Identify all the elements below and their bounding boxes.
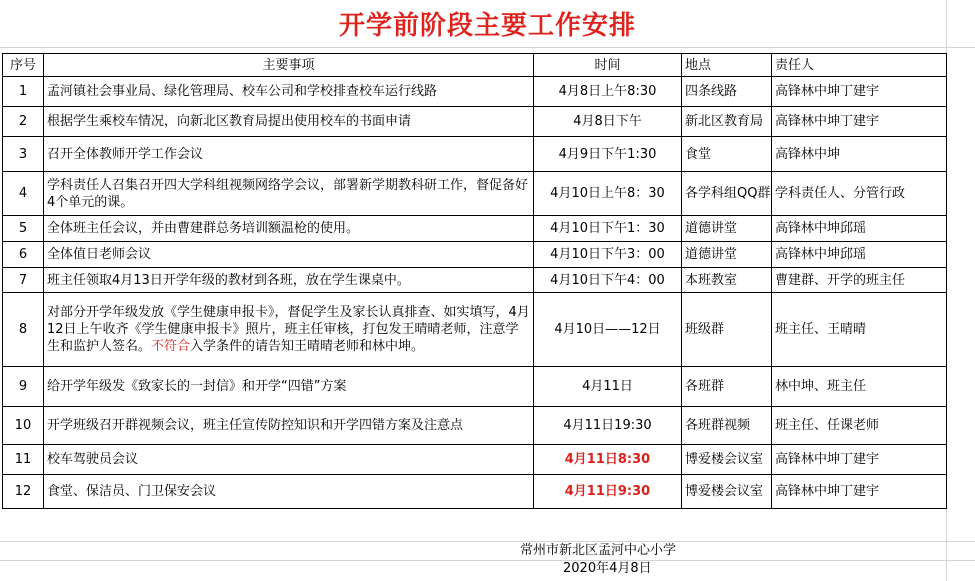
row-task-text: 对部分开学年级发放《学生健康申报卡》，督促学生及家长认真排查、如实填写，4月12日上午收齐《学生健康申报卡》照片，班主任审核，打包发王晴晴老师，注意学生和监护人签名。 (47, 305, 530, 354)
row-index[interactable]: 2 (3, 107, 44, 137)
row-place[interactable]: 道德讲堂 (682, 216, 772, 242)
table-row (3, 293, 947, 367)
schedule-table (2, 53, 947, 509)
row-time[interactable]: 4月11日 (534, 367, 682, 407)
row-index[interactable]: 6 (3, 242, 44, 268)
table-row (3, 77, 947, 107)
row-time[interactable]: 4月10日下午1：30 (534, 216, 682, 242)
header-owner[interactable]: 责任人 (772, 54, 947, 77)
header-task[interactable]: 主要事项 (44, 54, 534, 77)
header-index[interactable]: 序号 (3, 54, 44, 77)
table-row (3, 268, 947, 293)
row-place[interactable]: 食堂 (682, 137, 772, 172)
footer-date: 2020年4月8日 (563, 561, 652, 576)
row-owner[interactable]: 高锋林中坤丁建宇 (772, 445, 947, 475)
row-index[interactable]: 4 (3, 172, 44, 216)
row-owner[interactable]: 高锋林中坤丁建宇 (772, 475, 947, 509)
row-place[interactable]: 班级群 (682, 293, 772, 367)
row-task-text: 入学条件的请告知王晴晴老师和林中坤。 (190, 339, 425, 354)
row-task-highlight: 不符合 (151, 339, 191, 354)
table-row (3, 242, 947, 268)
row-index[interactable]: 11 (3, 445, 44, 475)
row-task[interactable]: 学科责任人召集召开四大学科组视频网络学会议，部署新学期教科研工作，督促备好4个单元的课。 (44, 172, 534, 216)
table-header-row (3, 54, 947, 77)
row-place[interactable]: 各学科组QQ群 (682, 172, 772, 216)
row-index[interactable]: 8 (3, 293, 44, 367)
row-task[interactable]: 根据学生乘校车情况，向新北区教育局提出使用校车的书面申请 (44, 107, 534, 137)
row-owner[interactable]: 林中坤、班主任 (772, 367, 947, 407)
row-place[interactable]: 各班群 (682, 367, 772, 407)
header-place[interactable]: 地点 (682, 54, 772, 77)
row-owner[interactable]: 高锋林中坤 (772, 137, 947, 172)
row-time[interactable]: 4月11日8:30 (534, 445, 682, 475)
row-place[interactable]: 四条线路 (682, 77, 772, 107)
grid-line (0, 47, 975, 48)
row-task[interactable]: 全体值日老师会议 (44, 242, 534, 268)
row-time[interactable]: 4月10日上午8：30 (534, 172, 682, 216)
row-task[interactable]: 开学班级召开群视频会议，班主任宣传防控知识和开学四错方案及注意点 (44, 407, 534, 445)
row-task[interactable]: 校车驾驶员会议 (44, 445, 534, 475)
row-index[interactable]: 7 (3, 268, 44, 293)
row-time[interactable]: 4月10日下午3：00 (534, 242, 682, 268)
table-row (3, 475, 947, 509)
row-place[interactable]: 道德讲堂 (682, 242, 772, 268)
row-place[interactable]: 博爱楼会议室 (682, 475, 772, 509)
row-index[interactable]: 3 (3, 137, 44, 172)
row-place[interactable]: 各班群视频 (682, 407, 772, 445)
row-time[interactable]: 4月10日——12日 (534, 293, 682, 367)
row-task[interactable] (44, 293, 534, 367)
row-owner[interactable]: 高锋林中坤邱瑶 (772, 216, 947, 242)
row-time[interactable]: 4月8日上午8:30 (534, 77, 682, 107)
row-place[interactable]: 本班教室 (682, 268, 772, 293)
row-time[interactable]: 4月11日9:30 (534, 475, 682, 509)
row-index[interactable]: 12 (3, 475, 44, 509)
page-title: 开学前阶段主要工作安排 (338, 11, 636, 41)
row-owner[interactable]: 班主任、王晴晴 (772, 293, 947, 367)
row-owner[interactable]: 高锋林中坤邱瑶 (772, 242, 947, 268)
header-time[interactable]: 时间 (534, 54, 682, 77)
row-time[interactable]: 4月8日下午 (534, 107, 682, 137)
table-row (3, 107, 947, 137)
row-time[interactable]: 4月9日下午1:30 (534, 137, 682, 172)
row-index[interactable]: 9 (3, 367, 44, 407)
row-task[interactable]: 班主任领取4月13日开学年级的教材到各班，放在学生课桌中。 (44, 268, 534, 293)
row-owner[interactable]: 高锋林中坤丁建宇 (772, 77, 947, 107)
row-place[interactable]: 博爱楼会议室 (682, 445, 772, 475)
footer-organization: 常州市新北区孟河中心小学 (520, 543, 677, 558)
row-index[interactable]: 1 (3, 77, 44, 107)
row-task[interactable]: 孟河镇社会事业局、绿化管理局、校车公司和学校排查校车运行线路 (44, 77, 534, 107)
table-row (3, 367, 947, 407)
row-time[interactable]: 4月11日19:30 (534, 407, 682, 445)
row-index[interactable]: 5 (3, 216, 44, 242)
row-task[interactable]: 食堂、保洁员、门卫保安会议 (44, 475, 534, 509)
table-row (3, 137, 947, 172)
grid-line (0, 541, 975, 542)
row-index[interactable]: 10 (3, 407, 44, 445)
row-owner[interactable]: 高锋林中坤丁建宇 (772, 107, 947, 137)
row-task[interactable]: 召开全体教师开学工作会议 (44, 137, 534, 172)
row-owner[interactable]: 学科责任人、分管行政 (772, 172, 947, 216)
row-owner[interactable]: 班主任、任课老师 (772, 407, 947, 445)
row-task[interactable]: 给开学年级发《致家长的一封信》和开学“四错”方案 (44, 367, 534, 407)
row-place[interactable]: 新北区教育局 (682, 107, 772, 137)
row-owner[interactable]: 曹建群、开学的班主任 (772, 268, 947, 293)
table-row (3, 216, 947, 242)
table-row (3, 407, 947, 445)
row-task[interactable]: 全体班主任会议，并由曹建群总务培训额温枪的使用。 (44, 216, 534, 242)
table-row (3, 445, 947, 475)
table-row (3, 172, 947, 216)
row-time[interactable]: 4月10日下午4：00 (534, 268, 682, 293)
